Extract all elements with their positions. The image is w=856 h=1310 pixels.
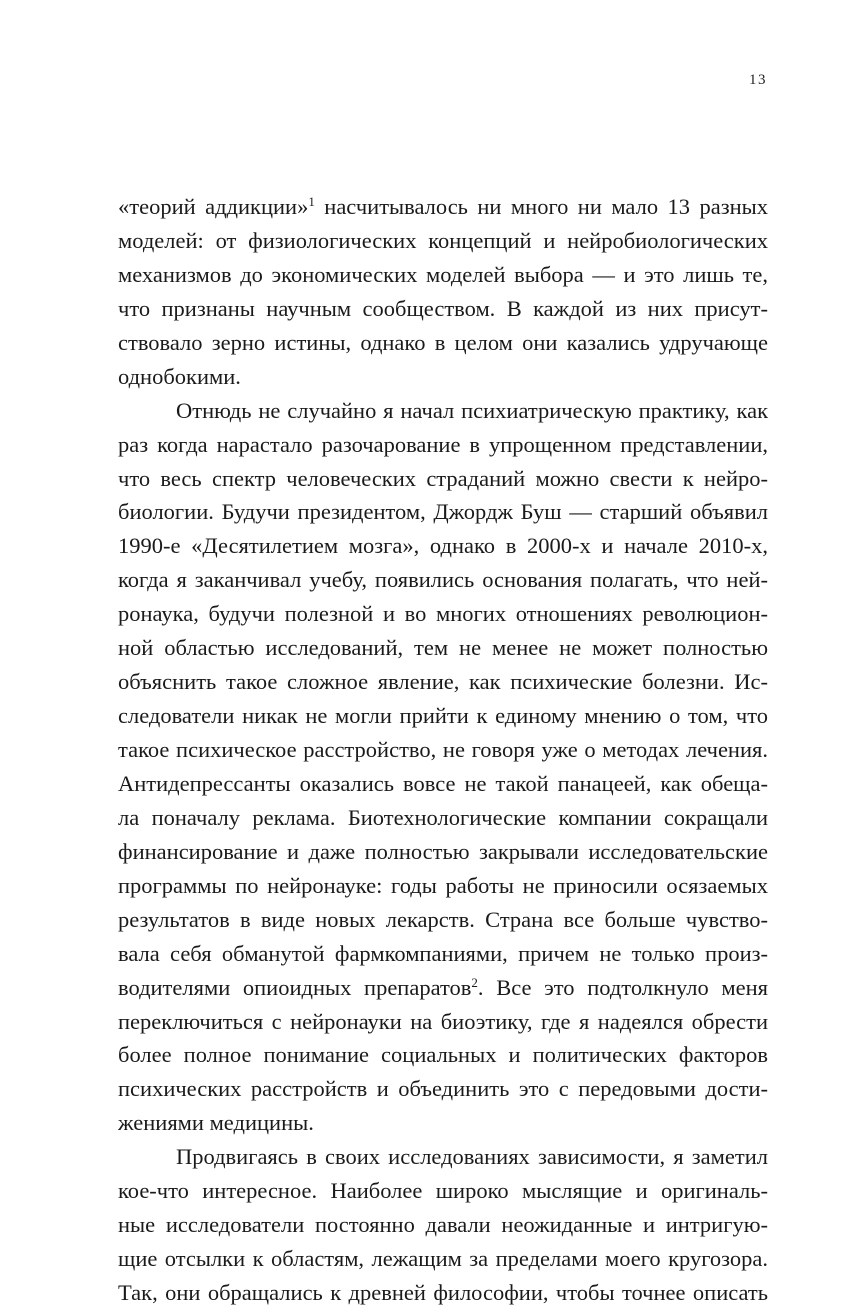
- text-line: что признаны научным сообществом. В каждой из них присут-: [118, 295, 768, 321]
- text-line: такое психическое расстройство, не говоря уже о методах лечения.: [118, 737, 768, 762]
- text-line: когда я заканчивал учебу, появились основания полагать, что ней-: [118, 567, 768, 593]
- text-line: финансирование и даже полностью закрывали исследовательские: [118, 838, 768, 864]
- text-line: психических расстройств и объединить это с передовыми дости-: [118, 1076, 768, 1102]
- text-line: следователи никак не могли прийти к единому мнению о том, что: [118, 703, 768, 729]
- text-line: щие отсылки к областям, лежащим за пределами моего кругозора.: [118, 1246, 768, 1272]
- body-text: [118, 190, 768, 1310]
- text-line: однобокими.: [118, 363, 241, 389]
- text-line: ла поначалу реклама. Биотехнологические компании сокращали: [118, 804, 768, 830]
- text-line: 1990-е «Десятилетием мозга», однако в 2000-х и начале 2010-х,: [118, 533, 768, 559]
- text-line: моделей: от физиологических концепций и нейробиологических: [118, 227, 768, 253]
- text-line: водителями опиоидных препаратов$^2$. Все это подтолкнуло меня: [118, 974, 768, 1000]
- text-line: «теорий аддикции»$^1$ насчитывалось ни много ни мало 13 разных: [118, 194, 768, 219]
- text-line: Антидепрессанты оказались вовсе не такой панацеей, как обеща-: [118, 770, 768, 796]
- text-line: результатов в виде новых лекарств. Страна все больше чувство-: [118, 906, 768, 932]
- text-line: ствовало зерно истины, однако в целом они казались удручающе: [118, 329, 768, 355]
- text-line: кое-что интересное. Наиболее широко мыслящие и оригиналь-: [118, 1178, 768, 1204]
- text-line: вала себя обманутой фармкомпаниями, причем не только произ-: [118, 940, 768, 966]
- footnote-marker: 2: [471, 974, 478, 990]
- text-line: Отнюдь не случайно я начал психиатрическую практику, как: [176, 397, 768, 423]
- text-line: Так, они обращались к древней философии, чтобы точнее описать: [118, 1280, 768, 1305]
- text-line: ронаука, будучи полезной и во многих отношениях революцион-: [118, 601, 768, 627]
- text-line: ной областью исследований, тем не менее не может полностью: [118, 635, 768, 661]
- text-line: переключиться с нейронауки на биоэтику, где я надеялся обрести: [118, 1008, 768, 1034]
- page-number: 13: [749, 72, 767, 88]
- text-line: раз когда нарастало разочарование в упрощенном представлении,: [118, 431, 768, 457]
- text-line: что весь спектр человеческих страданий можно свести к нейро-: [118, 465, 768, 491]
- text-line: более полное понимание социальных и политических факторов: [118, 1042, 768, 1068]
- text-line: ные исследователи постоянно давали неожиданные и интригую-: [118, 1212, 768, 1238]
- text-line: жениями медицины.: [118, 1110, 314, 1136]
- text-line: программы по нейронауке: годы работы не приносили осязаемых: [118, 872, 768, 898]
- text-line: Продвигаясь в своих исследованиях зависимости, я заметил: [176, 1144, 768, 1170]
- text-line: объяснить такое сложное явление, как психические болезни. Ис-: [118, 669, 768, 695]
- text-line: биологии. Будучи президентом, Джордж Буш — старший объявил: [118, 499, 768, 525]
- text-line: механизмов до экономических моделей выбора — и это лишь те,: [118, 261, 768, 287]
- footnote-marker: 1: [308, 194, 315, 209]
